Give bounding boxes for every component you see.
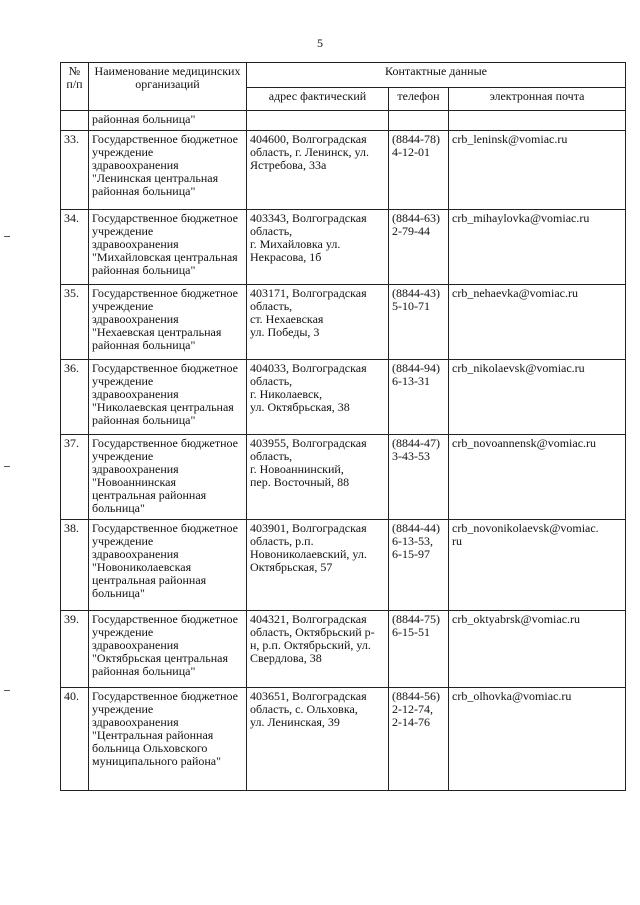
table-row-continuation [61,111,626,131]
table-row [61,435,626,520]
cell-address: 404600, Волгоградская область, г. Ленинск, ул. Ястребова, 33а [247,131,389,210]
table-row [61,360,626,435]
cell-organization-name: Государственное бюджетное учреждение здравоохранения "Центральная районная больница Ольховского муниципального района" [89,688,247,791]
cell-email: crb_novonikolaevsk@vomiac. ru [449,520,626,611]
cell-address [247,111,389,131]
cell-number: 36. [61,360,89,435]
cell-address: 404321, Волгоградская область, Октябрьский р- н, р.п. Октябрьский, ул. Свердлова, 38 [247,611,389,688]
cell-organization-name: Государственное бюджетное учреждение здравоохранения "Михайловская центральная районная больница" [89,210,247,285]
cell-address: 403171, Волгоградская область, ст. Нехаевская ул. Победы, 3 [247,285,389,360]
medical-organizations-table [60,62,626,791]
cell-phone: (8844-43) 5-10-71 [389,285,449,360]
cell-address: 403651, Волгоградская область, с. Ольховка, ул. Ленинская, 39 [247,688,389,791]
cell-address: 404033, Волгоградская область, г. Николаевск, ул. Октябрьская, 38 [247,360,389,435]
cell-number: 34. [61,210,89,285]
cell-number: 39. [61,611,89,688]
table-row [61,611,626,688]
cell-phone: (8844-63) 2-79-44 [389,210,449,285]
cell-phone: (8844-47) 3-43-53 [389,435,449,520]
cell-number: 33. [61,131,89,210]
cell-email: crb_nikolaevsk@vomiac.ru [449,360,626,435]
cell-address: 403955, Волгоградская область, г. Новоаннинский, пер. Восточный, 88 [247,435,389,520]
scan-margin-mark [4,466,10,467]
cell-phone: (8844-94) 6-13-31 [389,360,449,435]
cell-phone: (8844-78) 4-12-01 [389,131,449,210]
cell-number: 40. [61,688,89,791]
header-contacts: Контактные данные [247,63,626,88]
cell-number [61,111,89,131]
cell-number: 37. [61,435,89,520]
cell-organization-name: Государственное бюджетное учреждение здравоохранения "Новоаннинская центральная районная больница" [89,435,247,520]
page-number: 5 [317,36,323,50]
cell-organization-name: Государственное бюджетное учреждение здравоохранения "Новониколаевская центральная районная больница" [89,520,247,611]
table-row [61,285,626,360]
cell-phone: (8844-44) 6-13-53, 6-15-97 [389,520,449,611]
cell-email: crb_novoannensk@vomiac.ru [449,435,626,520]
header-address: адрес фактический [247,88,389,111]
table-row [61,688,626,791]
header-phone: телефон [389,88,449,111]
header-number: № п/п [61,63,89,111]
cell-phone: (8844-56) 2-12-74, 2-14-76 [389,688,449,791]
cell-email: crb_nehaevka@vomiac.ru [449,285,626,360]
cell-organization-name: Государственное бюджетное учреждение здравоохранения "Октябрьская центральная районная больница" [89,611,247,688]
header-email: электронная почта [449,88,626,111]
cell-number: 38. [61,520,89,611]
cell-organization-name: районная больница" [89,111,247,131]
cell-organization-name: Государственное бюджетное учреждение здравоохранения "Николаевская центральная районная больница" [89,360,247,435]
cell-phone: (8844-75) 6-15-51 [389,611,449,688]
scan-margin-mark [4,690,10,691]
cell-address: 403901, Волгоградская область, р.п. Новониколаевский, ул. Октябрьская, 57 [247,520,389,611]
scan-margin-mark [4,236,10,237]
cell-organization-name: Государственное бюджетное учреждение здравоохранения "Ленинская центральная районная больница" [89,131,247,210]
cell-email: crb_oktyabrsk@vomiac.ru [449,611,626,688]
table-row [61,131,626,210]
table-header-row [61,63,626,88]
cell-number: 35. [61,285,89,360]
cell-email [449,111,626,131]
table-row [61,520,626,611]
header-organization-name: Наименование медицинских организаций [89,63,247,111]
cell-email: crb_leninsk@vomiac.ru [449,131,626,210]
cell-organization-name: Государственное бюджетное учреждение здравоохранения "Нехаевская центральная районная больница" [89,285,247,360]
cell-address: 403343, Волгоградская область, г. Михайловка ул. Некрасова, 1б [247,210,389,285]
table-row [61,210,626,285]
cell-phone [389,111,449,131]
cell-email: crb_olhovka@vomiac.ru [449,688,626,791]
cell-email: crb_mihaylovka@vomiac.ru [449,210,626,285]
